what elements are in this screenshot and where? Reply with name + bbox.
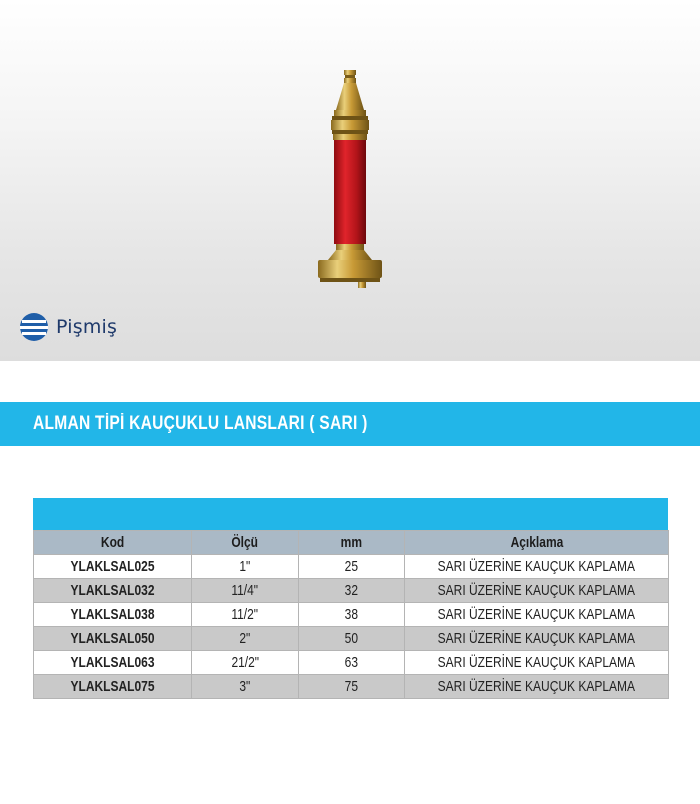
table-row — [34, 579, 669, 603]
cell-olcu: 3" — [192, 675, 299, 699]
header-aciklama: Açıklama — [405, 531, 669, 555]
cell-mm: 32 — [299, 579, 405, 603]
cell-olcu: 11/4" — [192, 579, 299, 603]
cell-kod: YLAKLSAL050 — [34, 627, 192, 651]
header-olcu: Ölçü — [192, 531, 299, 555]
cell-olcu: 2" — [192, 627, 299, 651]
cell-mm: 25 — [299, 555, 405, 579]
cell-olcu: 1" — [192, 555, 299, 579]
cell-aciklama: SARI ÜZERİNE KAUÇUK KAPLAMA — [405, 627, 669, 651]
table-row — [34, 651, 669, 675]
header-mm: mm — [299, 531, 405, 555]
brand-name: Pişmiş — [56, 316, 118, 338]
product-hero — [0, 0, 700, 361]
brand-mark-icon — [19, 312, 49, 342]
cell-mm: 75 — [299, 675, 405, 699]
table-header-row — [34, 531, 669, 555]
table-row — [34, 627, 669, 651]
cell-olcu: 21/2" — [192, 651, 299, 675]
table-row — [34, 603, 669, 627]
header-kod: Kod — [34, 531, 192, 555]
cell-aciklama: SARI ÜZERİNE KAUÇUK KAPLAMA — [405, 603, 669, 627]
cell-aciklama: SARI ÜZERİNE KAUÇUK KAPLAMA — [405, 555, 669, 579]
cell-aciklama: SARI ÜZERİNE KAUÇUK KAPLAMA — [405, 579, 669, 603]
brand-logo — [19, 312, 117, 342]
product-table — [33, 498, 668, 699]
section-banner — [0, 402, 700, 446]
table-row — [34, 555, 669, 579]
cell-olcu: 11/2" — [192, 603, 299, 627]
table-top-bar — [33, 498, 668, 530]
spec-table — [33, 530, 669, 699]
cell-kod: YLAKLSAL025 — [34, 555, 192, 579]
section-title: ALMAN TİPİ KAUÇUKLU LANSLARI ( SARI ) — [33, 413, 368, 434]
cell-kod: YLAKLSAL063 — [34, 651, 192, 675]
cell-mm: 63 — [299, 651, 405, 675]
cell-kod: YLAKLSAL038 — [34, 603, 192, 627]
nozzle-image — [300, 66, 400, 298]
cell-mm: 50 — [299, 627, 405, 651]
cell-aciklama: SARI ÜZERİNE KAUÇUK KAPLAMA — [405, 675, 669, 699]
table-row — [34, 675, 669, 699]
cell-kod: YLAKLSAL075 — [34, 675, 192, 699]
cell-mm: 38 — [299, 603, 405, 627]
cell-kod: YLAKLSAL032 — [34, 579, 192, 603]
cell-aciklama: SARI ÜZERİNE KAUÇUK KAPLAMA — [405, 651, 669, 675]
